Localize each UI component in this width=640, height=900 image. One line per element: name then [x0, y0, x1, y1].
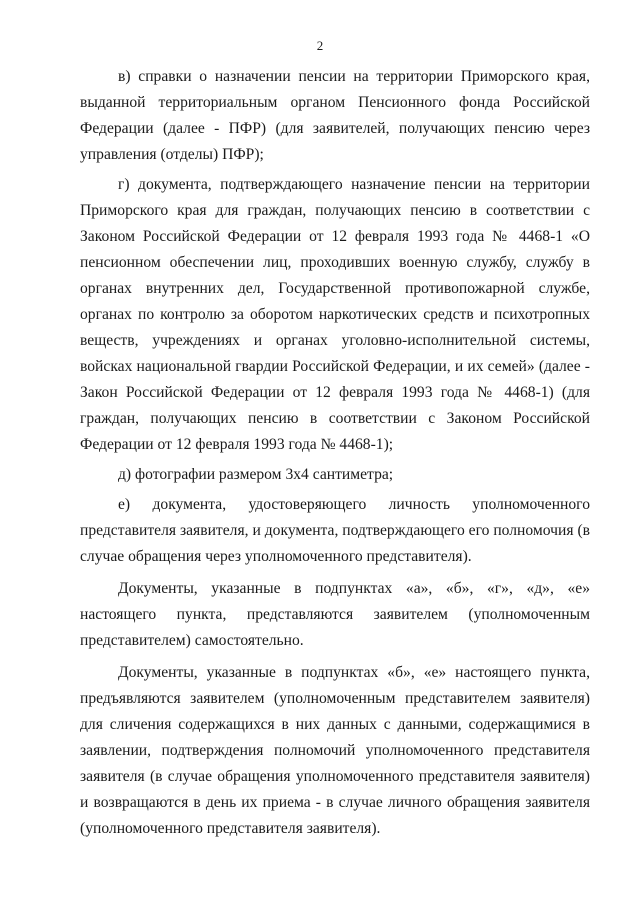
document-body — [80, 64, 590, 842]
paragraph-item-e: е) документа, удостоверяющего личность уполномоченного представителя заявителя, и документа, подтверждающего его полномочия (в случае обращения через уполномоченного представителя). — [80, 496, 590, 565]
paragraph-item-g: г) документа, подтверждающего назначение пенсии на территории Приморского края для граждан, получающих пенсию в соответствии с Законом Российской Федерации от 12 февраля 1993 года № 4468-1 «О пенсионном обеспечении лиц, проходивших военную службу, службу в органах внутренних дел, Государственной противопожарной службе, органах по контролю за оборотом наркотических средств и психотропных веществ, учреждениях и органах уголовно-исполнительной системы, войсках национальной гвардии Российской Федерации, и их семей» (далее - Закон Российской Федерации от 12 февраля 1993 года № 4468-1) (для граждан, получающих пенсию в соответствии с Законом Российской Федерации от 12 февраля 1993 года № 4468-1); — [80, 176, 590, 453]
paragraph-item-d: д) фотографии размером 3х4 сантиметра; — [118, 466, 394, 483]
paragraph-item-v: в) справки о назначении пенсии на территории Приморского края, выданной территориальным органом Пенсионного фонда Российской Федерации (далее - ПФР) (для заявителей, получающих пенсию через управления (отделы) ПФР); — [80, 68, 590, 163]
page-number: 2 — [316, 38, 324, 53]
paragraph-documents-presented: Документы, указанные в подпунктах «б», «е» настоящего пункта, предъявляются заявителем (уполномоченным представителем заявителя) для сличения содержащихся в них данных с данными, содержащимися в заявлении, подтверждения полномочий уполномоченного представителя заявителя (в случае обращения уполномоченного представителя заявителя) и возвращаются в день их приема - в случае личного обращения заявителя (уполномоченного представителя заявителя). — [80, 664, 590, 837]
paragraph-documents-self: Документы, указанные в подпунктах «а», «б», «г», «д», «е» настоящего пункта, представляются заявителем (уполномоченным представителем) самостоятельно. — [80, 580, 590, 649]
